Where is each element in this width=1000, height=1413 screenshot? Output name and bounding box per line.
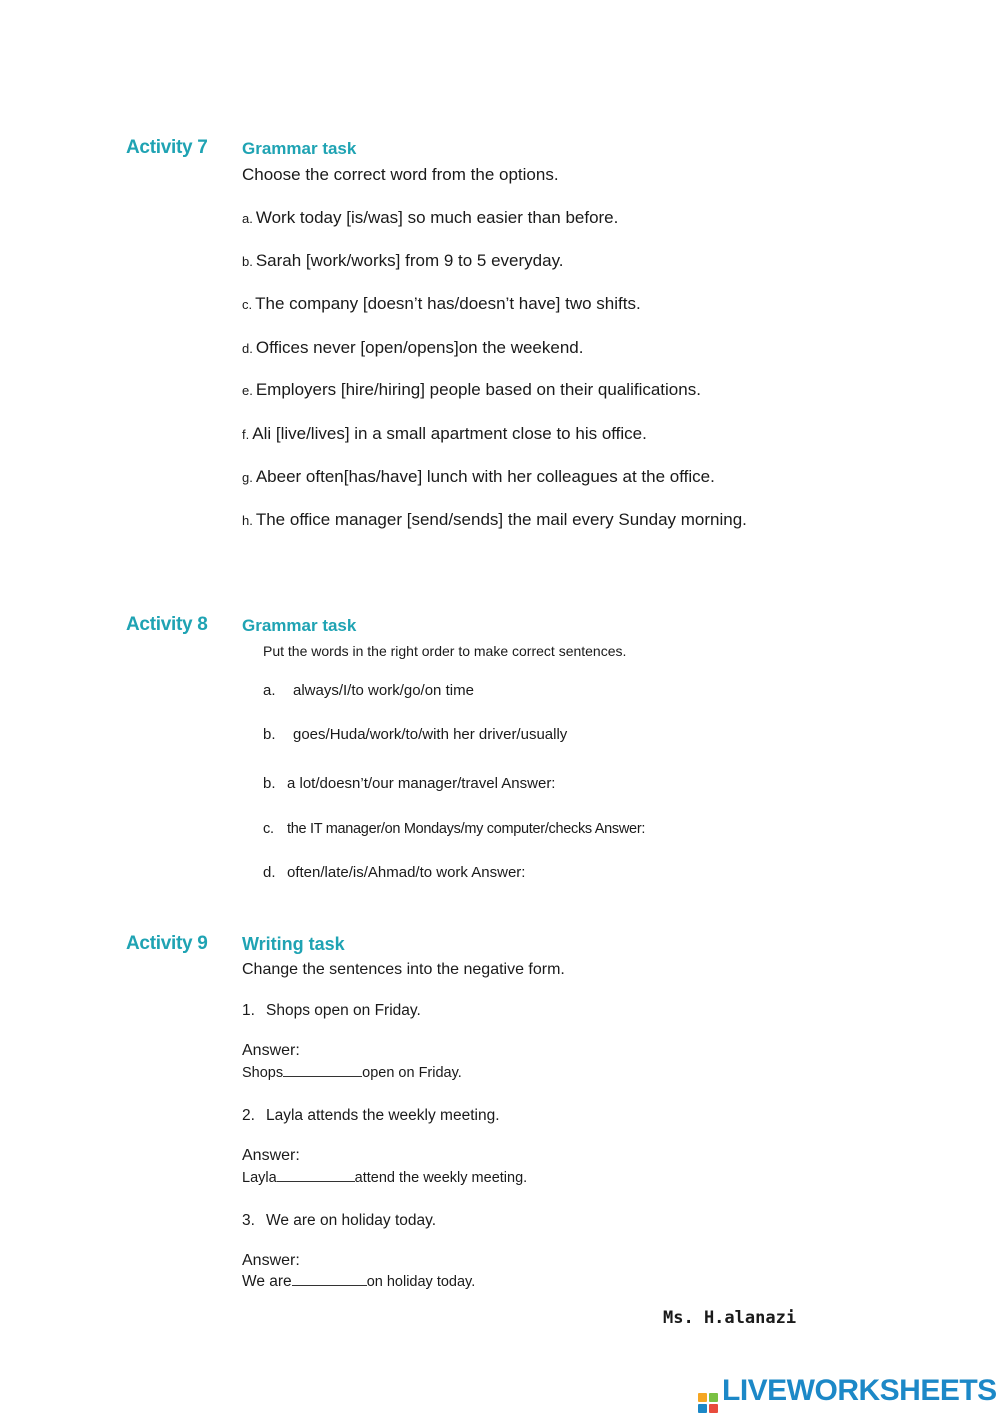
activity-8-item: b. goes/Huda/work/to/with her driver/usually bbox=[263, 726, 568, 743]
activity-7-item: c. The company [doesn’t has/doesn’t have] two shifts. bbox=[242, 294, 641, 313]
activity-9-title: Writing task bbox=[242, 934, 345, 954]
activity-7-item: b. Sarah [work/works] from 9 to 5 everyday. bbox=[242, 251, 564, 270]
activity-9-question: 2. Layla attends the weekly meeting. bbox=[242, 1107, 500, 1124]
liveworksheets-logo: LIVEWORKSHEETS bbox=[698, 1374, 997, 1413]
activity-8-item: c. the IT manager/on Mondays/my computer/checks Answer: bbox=[263, 821, 646, 837]
activity-7-label: Activity 7 bbox=[126, 137, 208, 158]
activity-9-instruction: Change the sentences into the negative form. bbox=[242, 961, 565, 978]
activity-8-item: b. a lot/doesn’t/our manager/travel Answer: bbox=[263, 775, 556, 792]
activity-8-item: a. always/I/to work/go/on time bbox=[263, 682, 474, 699]
activity-7-item: f. Ali [live/lives] in a small apartment close to his office. bbox=[242, 424, 647, 443]
answer-sentence: We are on holiday today. bbox=[242, 1273, 476, 1290]
liveworksheets-logo-icon bbox=[698, 1393, 718, 1413]
answer-sentence: Layla attend the weekly meeting. bbox=[242, 1170, 528, 1186]
activity-7-item: e. Employers [hire/hiring] people based on their qualifications. bbox=[242, 380, 701, 399]
activity-7-item: a. Work today [is/was] so much easier than before. bbox=[242, 208, 619, 227]
activity-8-instruction: Put the words in the right order to make correct sentences. bbox=[263, 643, 627, 659]
activity-7-item: h. The office manager [send/sends] the mail every Sunday morning. bbox=[242, 510, 747, 529]
activity-9-question: 1. Shops open on Friday. bbox=[242, 1002, 421, 1019]
answer-label: Answer: bbox=[242, 1147, 300, 1164]
activity-7-item: g. Abeer often[has/have] lunch with her colleagues at the office. bbox=[242, 467, 715, 486]
answer-sentence: Shops open on Friday. bbox=[242, 1065, 462, 1081]
activity-9-question: 3. We are on holiday today. bbox=[242, 1212, 437, 1229]
activity-7-title: Grammar task bbox=[242, 139, 357, 158]
activity-8-title: Grammar task bbox=[242, 616, 357, 635]
activity-9-label: Activity 9 bbox=[126, 933, 208, 954]
answer-blank[interactable] bbox=[292, 1273, 367, 1286]
activity-7-instruction: Choose the correct word from the options. bbox=[242, 165, 559, 184]
answer-blank[interactable] bbox=[277, 1169, 355, 1182]
activity-7-item: d. Offices never [open/opens]on the weekend. bbox=[242, 338, 584, 357]
answer-label: Answer: bbox=[242, 1252, 300, 1269]
teacher-signature: Ms. H.alanazi bbox=[663, 1308, 797, 1328]
answer-blank[interactable] bbox=[283, 1064, 362, 1077]
answer-label: Answer: bbox=[242, 1042, 300, 1059]
activity-8-label: Activity 8 bbox=[126, 614, 208, 635]
activity-8-item: d. often/late/is/Ahmad/to work Answer: bbox=[263, 864, 526, 881]
